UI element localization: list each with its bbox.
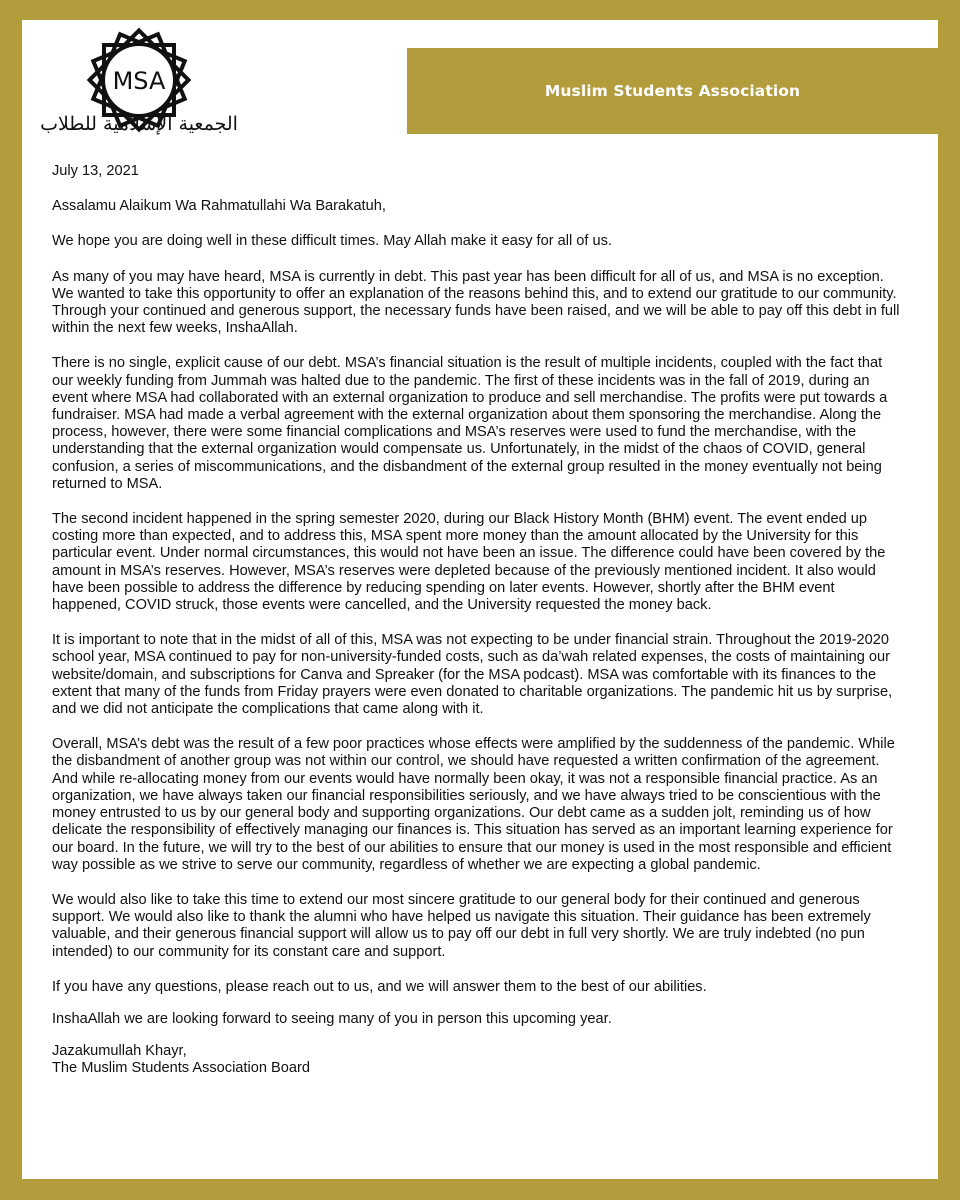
letter-paragraph: The second incident happened in the spring semester 2020, during our Black History Month (BHM) event. The event ended up costing more than expected, and to address this, MSA spent more money than the amount allocated by the University for this particular event. Under normal circumstances, this would not have been an issue. The difference could have been covered by the amount in MSA’s reserves. However, MSA’s reserves were depleted because of the previously mentioned incident. It also would have been possible to address the difference by reducing spending on later events. However, shortly after the BHM event happened, COVID struck, those events were cancelled, and the University requested the money back. [52, 511, 886, 614]
letter-page [22, 20, 938, 1179]
msa-logo-emblem [40, 32, 238, 150]
letter-closing: Jazakumullah Khayr, [52, 1043, 187, 1060]
logo-text: MSA [112, 67, 166, 95]
letter-paragraph: There is no single, explicit cause of our debt. MSA’s financial situation is the result of multiple incidents, coupled with the fact that our weekly funding from Jummah was halted due to the pandemic. The first of these incidents was in the fall of 2019, during an event where MSA had collaborated with an external organization to produce and sell merchandise. The profits were put towards a fundraiser. MSA had made a verbal agreement with the external organization about them sponsoring the merchandise. Along the process, however, there were some financial complications and MSA’s reserves were used to fund the merchandise, with the understanding that the external organization would compensate us. Unfortunately, in the midst of the chaos of COVID, general confusion, a series of miscommunications, and the disbandment of the external group resulted in the money eventually not being returned to MSA. [52, 355, 888, 492]
letter-paragraph: InshaAllah we are looking forward to seeing many of you in person this upcoming year. [52, 1010, 612, 1027]
letter-paragraph: We hope you are doing well in these difficult times. May Allah make it easy for all of us. [52, 233, 612, 250]
header-banner [407, 48, 938, 134]
letter-paragraph: As many of you may have heard, MSA is currently in debt. This past year has been difficult for all of us, and MSA is no exception. We wanted to take this opportunity to offer an explanation of the reasons behind this, and to extend our gratitude to our community. Through your continued and generous support, the necessary funds have been raised, and we will be able to pay off this debt in full within the next few weeks, InshaAllah. [52, 268, 900, 337]
letter-paragraph: We would also like to take this time to extend our most sincere gratitude to our general body for their continued and generous support. We would also like to thank the alumni who have helped us navigate this situation. Their guidance has been extremely valuable, and their generous financial support will allow us to pay off our debt in full very shortly. We are truly indebted (no pun intended) to our community for its constant care and support. [52, 891, 871, 960]
letter-greeting: Assalamu Alaikum Wa Rahmatullahi Wa Barakatuh, [52, 198, 386, 215]
logo-calligraphy: الجمعية الإسلامية للطلاب [40, 113, 238, 135]
letter-paragraph: Overall, MSA’s debt was the result of a few poor practices whose effects were amplified by the suddenness of the pandemic. While the disbandment of another group was not within our control, we should have requested a written confirmation of the agreement. And while re-allocating money from our events would have normally been okay, it was not a responsible financial practice. As an organization, we have always taken our financial responsibilities seriously, and we have always tried to be conscientious with the money entrusted to us by our general body and supporting organizations. Our debt came as a sudden jolt, reminding us of how delicate the responsibility of effectively managing our finances is. This situation has served as an important learning experience for our board. In the future, we will try to the best of our abilities to ensure that our money is used in the most responsible and efficient way possible as we strive to serve our community, regardless of whether we are expecting a global pandemic. [52, 736, 895, 873]
letter-date: July 13, 2021 [52, 163, 139, 179]
letter-signature: The Muslim Students Association Board [52, 1060, 310, 1077]
letter-body [52, 163, 902, 1078]
organization-name: Muslim Students Association [544, 82, 801, 100]
letter-paragraph: It is important to note that in the midst of all of this, MSA was not expecting to be under financial strain. Throughout the 2019-2020 school year, MSA continued to pay for non-university-funded costs, such as da’wah related expenses, the costs of maintaining our website/domain, and subscriptions for Canva and Spreaker (for the MSA podcast). MSA was comfortable with its finances to the extent that many of the funds from Friday prayers were even donated to charitable organizations. The pandemic hit us by surprise, and we did not anticipate the complications that came along with it. [52, 632, 893, 718]
letter-paragraph: If you have any questions, please reach out to us, and we will answer them to the best of our abilities. [52, 978, 707, 995]
msa-logo [40, 32, 238, 150]
